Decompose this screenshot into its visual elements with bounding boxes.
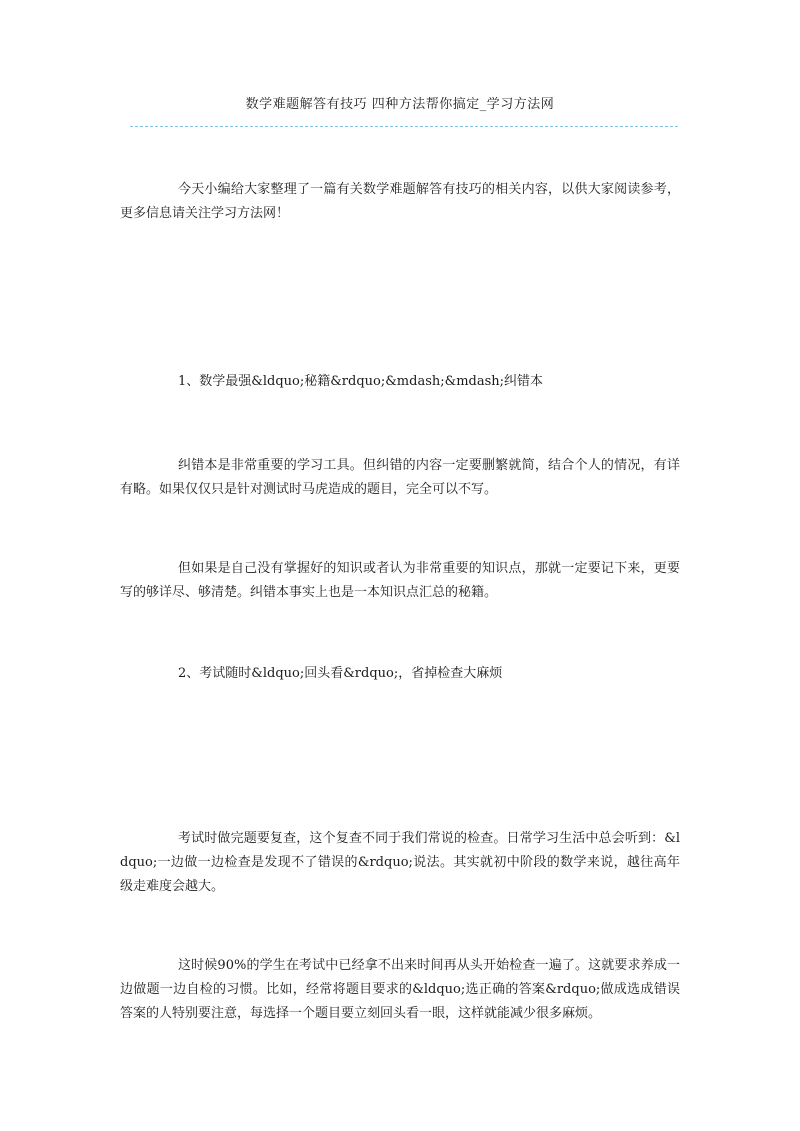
title-divider bbox=[130, 126, 678, 127]
section-1-paragraph-1: 纠错本是非常重要的学习工具。但纠错的内容一定要删繁就简，结合个人的情况，有详有略。如果仅仅只是针对测试时马虎造成的题目，完全可以不写。 bbox=[120, 458, 680, 497]
section-2-paragraph-2: 这时候90%的学生在考试中已经拿不出来时间再从头开始检查一遍了。这就要求养成一边做题一边自检的习惯。比如，经常将题目要求的&ldquo;选正确的答案&rdquo;做成选成错误答案的人特别要注意，每选择一个题目要立刻回头看一眼，这样就能减少很多麻烦。 bbox=[120, 958, 680, 1021]
section-2-heading: 2、考试随时&ldquo;回头看&rdquo;，省掉检查大麻烦 bbox=[178, 666, 503, 681]
section-1-paragraph-2: 但如果是自己没有掌握好的知识或者认为非常重要的知识点，那就一定要记下来，更要写的够详尽、够清楚。纠错本事实上也是一本知识点汇总的秘籍。 bbox=[120, 561, 680, 600]
intro-paragraph: 今天小编给大家整理了一篇有关数学难题解答有技巧的相关内容，以供大家阅读参考，更多信息请关注学习方法网！ bbox=[120, 182, 680, 221]
section-2-paragraph-1: 考试时做完题要复查，这个复查不同于我们常说的检查。日常学习生活中总会听到：&ldquo;一边做一边检查是发现不了错误的&rdquo;说法。其实就初中阶段的数学来说，越往高年级走难度会越大。 bbox=[120, 831, 680, 894]
document-title: 数学难题解答有技巧 四种方法帮你搞定_学习方法网 bbox=[245, 97, 555, 112]
section-1-heading: 1、数学最强&ldquo;秘籍&rdquo;&mdash;&mdash;纠错本 bbox=[178, 374, 544, 389]
